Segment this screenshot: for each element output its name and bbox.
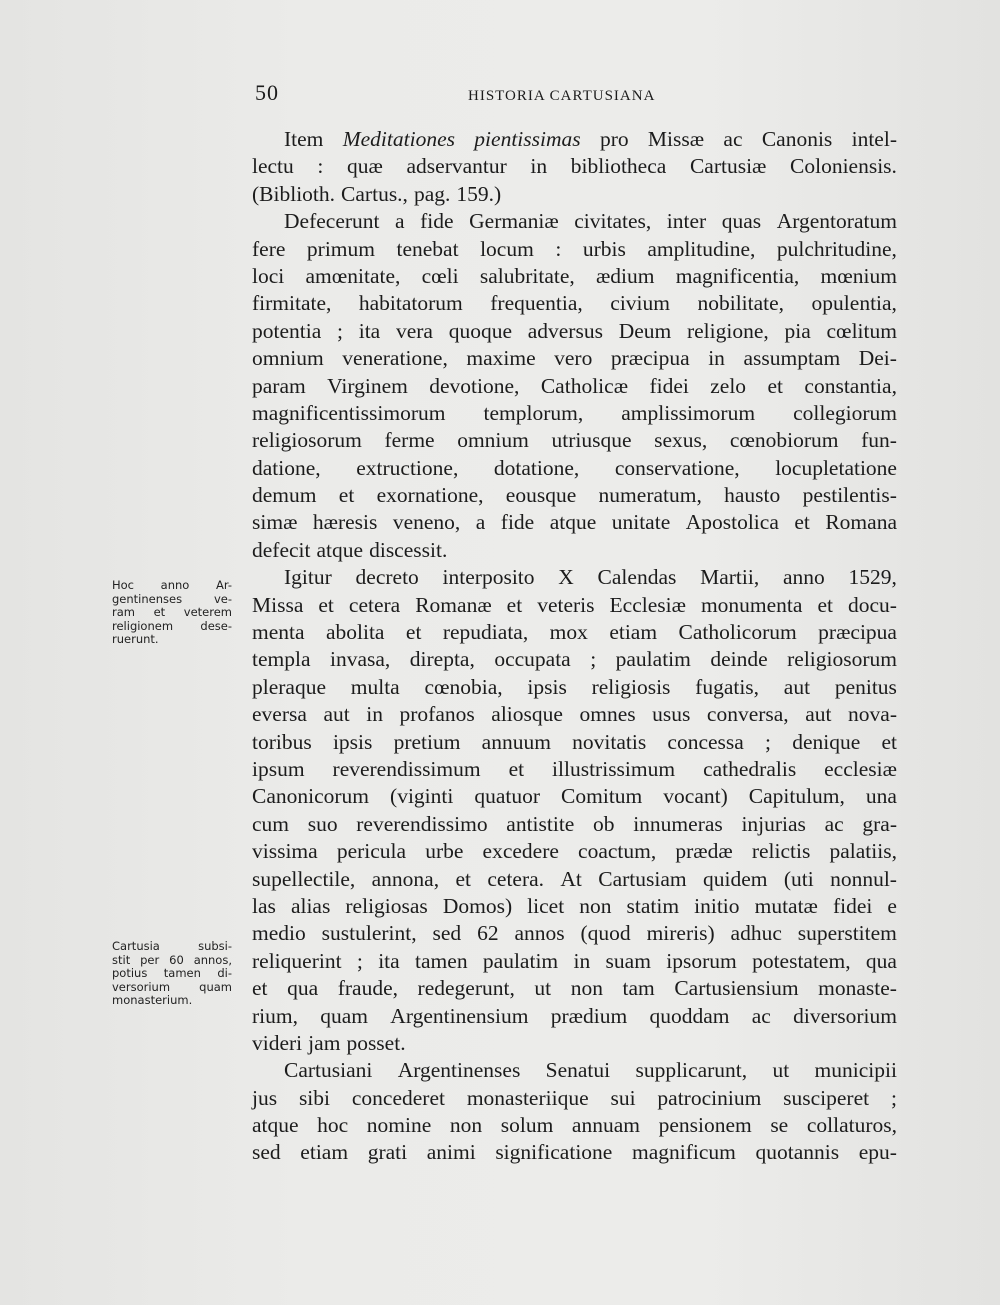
text-line: cum suo reverendissimo antistite ob innumeras injurias ac gra-: [252, 811, 897, 836]
text-line: Canonicorum (viginti quatuor Comitum vocant) Capitulum, una: [252, 784, 897, 809]
text-line: et qua fraude, redegerunt, ut non tam Cartusiensium monaste-: [252, 976, 897, 1001]
text-line: Cartusiani Argentinenses Senatui supplicarunt, ut municipii: [284, 1058, 897, 1083]
margin-note-line: ruerunt.: [112, 632, 159, 647]
margin-note-line: monasterium.: [112, 993, 193, 1008]
text-line: las alias religiosas Domos) licet non statim initio mutatæ fidei e: [252, 893, 897, 918]
text-line: param Virginem devotione, Catholicæ fidei zelo et constantia,: [252, 373, 897, 398]
text-line: fere primum tenebat locum : urbis amplitudine, pulchritudine,: [252, 236, 897, 261]
text-line: sed etiam grati animi significatione magnificum quotannis epu-: [252, 1140, 897, 1165]
text-line: Igitur decreto interposito X Calendas Martii, anno 1529,: [284, 565, 897, 590]
text-line: omnium veneratione, maxime vero præcipua in assumptam Dei-: [252, 346, 897, 371]
margin-note-1: [112, 579, 232, 647]
margin-note-line: religionem dese-: [112, 618, 232, 633]
text-line: medio sustulerint, sed 62 annos (quod mireris) adhuc superstitem: [252, 921, 897, 946]
text-line: ipsum reverendissimum et illustrissimum cathedralis ecclesiæ: [252, 756, 897, 781]
margin-note-line: Hoc anno Ar-: [112, 578, 232, 592]
text-line: supellectile, annona, et cetera. At Cartusiam quidem (uti nonnul-: [252, 866, 897, 891]
text-line: Missa et cetera Romanæ et veteris Ecclesiæ monumenta et docu-: [252, 592, 897, 617]
margin-note-line: potius tamen di-: [112, 966, 232, 981]
margin-note-line: ram et veterem: [112, 605, 232, 620]
text-line: templa invasa, direpta, occupata ; paulatim deinde religiosorum: [252, 647, 897, 672]
text-line: Item Meditationes pientissimas pro Missæ ac Canonis intel-: [284, 127, 897, 151]
text-line: rium, quam Argentinensium prædium quoddam ac diversorium: [252, 1003, 897, 1028]
margin-note-line: gentinenses ve-: [112, 591, 232, 606]
margin-note-line: stit per 60 annos,: [112, 952, 232, 967]
text-line: Defecerunt a fide Germaniæ civitates, inter quas Argentoratum: [284, 209, 897, 234]
text-line: loci amœnitate, cœli salubritate, ædium magnificentia, mœnium: [252, 263, 897, 288]
text-line: jus sibi concederet monasteriique sui patrocinium susciperet ;: [252, 1085, 897, 1110]
text-line: firmitate, habitatorum frequentia, civium nobilitate, opulentia,: [252, 291, 897, 316]
page-header: [255, 80, 695, 110]
page-number: 50: [255, 80, 279, 105]
margin-note-line: Cartusia subsi-: [112, 939, 232, 953]
text-line: lectu : quæ adservantur in bibliotheca Cartusiæ Coloniensis.: [252, 154, 897, 179]
text-line: religiosorum ferme omnium utriusque sexus, cœnobiorum fun-: [252, 428, 897, 453]
text-line: magnificentissimorum templorum, amplissimorum collegiorum: [252, 400, 897, 425]
text-line: videri jam posset.: [252, 1030, 406, 1055]
text-line: toribus ipsis pretium annuum novitatis concessa ; denique et: [252, 729, 897, 754]
margin-note-2: [112, 940, 232, 1008]
body-text: [252, 126, 897, 1167]
text-line: atque hoc nomine non solum annuam pensionem se collaturos,: [252, 1113, 897, 1138]
text-line: (Biblioth. Cartus., pag. 159.): [252, 181, 502, 206]
text-line: potentia ; ita vera quoque adversus Deum religione, pia cœlitum: [252, 318, 897, 343]
text-line: datione, extructione, dotatione, conservatione, locupletatione: [252, 455, 897, 480]
text-line: pleraque multa cœnobia, ipsis religiosis fugatis, aut penitus: [252, 674, 897, 699]
running-title: HISTORIA CARTUSIANA: [468, 88, 656, 104]
text-line: menta abolita et repudiata, mox etiam Catholicorum præcipua: [252, 620, 897, 645]
text-line: simæ hæresis veneno, a fide atque unitate Apostolica et Romana: [252, 510, 897, 535]
text-line: vissima pericula urbe excedere coactum, prædæ relictis palatiis,: [252, 839, 897, 864]
margin-note-line: versorium quam: [112, 979, 232, 994]
text-line: demum et exornatione, eousque numeratum, hausto pestilentis-: [252, 483, 897, 508]
text-line: eversa aut in profanos aliosque omnes usus conversa, aut nova-: [252, 702, 897, 727]
text-line: reliquerint ; ita tamen paulatim in suam ipsorum potestatem, qua: [252, 948, 897, 973]
text-line: defecit atque discessit.: [252, 537, 448, 562]
